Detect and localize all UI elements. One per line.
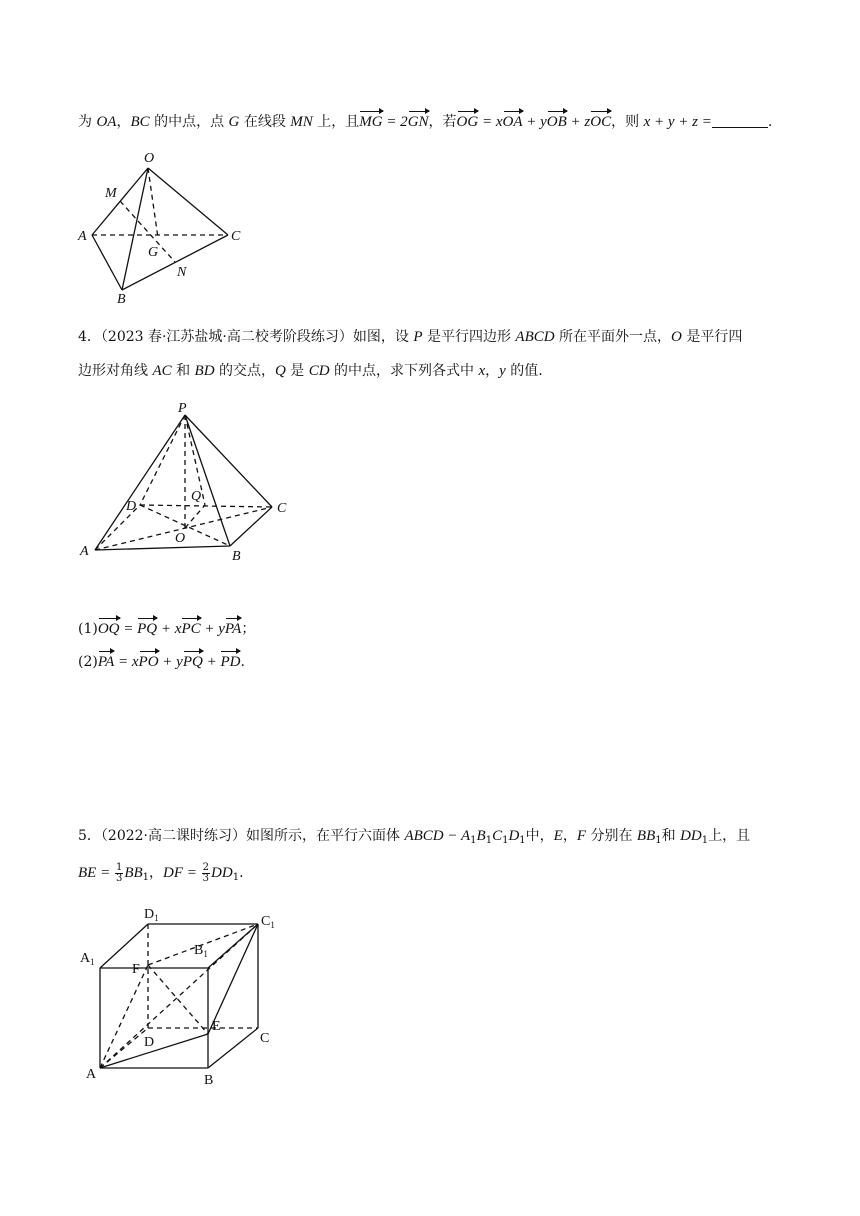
label-n: N bbox=[177, 265, 187, 280]
q4-line-2: 边形对角线 AC 和 BD 的交点，Q 是 CD 的中点，求下列各式中 x，y 的值. bbox=[78, 363, 543, 379]
label-b: B bbox=[117, 292, 126, 307]
label-o: O bbox=[144, 151, 155, 166]
q4-sub-2: (2)PA = xPO + yPQ + PD. bbox=[78, 650, 245, 672]
label-o: O bbox=[175, 531, 186, 546]
label-a1: $A_1$ bbox=[80, 951, 95, 967]
label-c: C bbox=[231, 229, 241, 244]
q5-line-2: BE = $\frac{1}{3}$ $BB_1$，DF = $\frac{2}{3}$ $DD_1$. bbox=[78, 861, 244, 884]
q5-line-1: 5．（2022·高二课时练习）如图所示，在平行六面体 ABCD − $A_1B_1C_1D_1$中，E，F 分别在 $BB_1$和 $DD_1$上，且 bbox=[78, 828, 751, 846]
label-c: C bbox=[260, 1031, 270, 1046]
q4-line-1: 4．（2023 春·江苏盐城·高二校考阶段练习）如图，设 P 是平行四边形 ABCD 所在平面外一点，O 是平行四 bbox=[78, 329, 743, 345]
vector-gn: GN bbox=[408, 110, 429, 132]
label-d1: $D_1$ bbox=[144, 907, 159, 923]
label-p: P bbox=[178, 401, 187, 416]
label-f: F bbox=[132, 962, 140, 977]
vector-mg: MG bbox=[359, 110, 382, 132]
label-a: A bbox=[86, 1067, 97, 1082]
label-a: A bbox=[78, 229, 87, 244]
label-q: Q bbox=[191, 489, 202, 504]
label-c1: $C_1$ bbox=[261, 914, 275, 930]
label-c: C bbox=[277, 501, 287, 516]
label-a: A bbox=[80, 544, 89, 559]
label-d: D bbox=[144, 1035, 155, 1050]
label-m: M bbox=[105, 186, 117, 201]
q4-sub-1: (1)OQ = PQ + xPC + yPA； bbox=[78, 617, 255, 639]
q3-text-line: 为 OA，BC 的中点，点 G 在线段 MN 上，且MG = 2GN，若OG = xOA + yOB + zOC，则 x + y + z = . bbox=[78, 110, 772, 132]
label-e: E bbox=[212, 1019, 221, 1034]
vector-og: OG bbox=[457, 110, 479, 132]
label-b: B bbox=[232, 549, 241, 564]
label-g: G bbox=[148, 245, 159, 260]
fraction-one-third: $\frac{1}{3}$ bbox=[115, 861, 123, 884]
label-b: B bbox=[204, 1073, 214, 1088]
fraction-two-thirds: $\frac{2}{3}$ bbox=[202, 861, 210, 884]
label-d: D bbox=[126, 499, 137, 514]
label-b1: $B_1$ bbox=[194, 943, 208, 959]
